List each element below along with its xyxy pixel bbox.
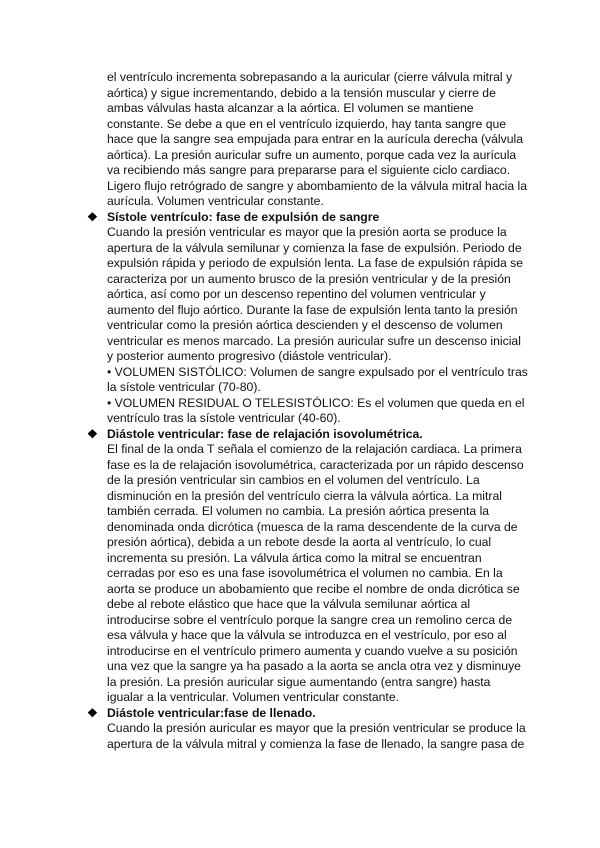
text-line: Ligero flujo retrógrado de sangre y abombamiento de la válvula mitral hacia la [107, 178, 528, 193]
text-line: El final de la onda T señala el comienzo de la relajación cardiaca. La primera [107, 442, 522, 456]
text-line: apertura de la válvula mitral y comienza la fase de llenado, la sangre pasa de [107, 736, 525, 751]
text-line: constante. Se debe a que en el ventrículo izquierdo, hay tanta sangre que [107, 116, 507, 131]
text-line: • VOLUMEN SISTÓLICO: Volumen de sangre expulsado por el ventrículo tras [107, 364, 528, 379]
text-line: • VOLUMEN RESIDUAL O TELESISTÓLICO: Es el volumen que queda en el [107, 395, 525, 410]
text-line: incrementa su presión. La válvula ártica como la mitral se encuentran [107, 550, 482, 565]
diamond-bullet-icon: ❖ [87, 426, 98, 441]
text-line: disminución en la presión del ventrículo cierra la válvula aórtica. La mitral [107, 488, 502, 503]
text-line: ventricular es menos marcado. La presión auricular sufre un descenso inicial [107, 333, 521, 348]
text-line: de la presión ventricular sin cambios en el volumen del ventrículo. La [107, 473, 480, 487]
text-line: apertura de la válvula semilunar y comienza la fase de expulsión. Periodo de [107, 240, 522, 255]
text-line: aórtica). La presión auricular sufre un aumento, porque cada vez la aurícula [107, 147, 517, 162]
text-line: Cuando la presión auricular es mayor que la presión ventricular se produce la [107, 721, 526, 735]
text-line: la sístole ventricular (70-80). [107, 380, 261, 394]
text-line: denominada onda dicrótica (muesca de la rama descendente de la curva de [107, 519, 518, 534]
section-heading-systole [87, 209, 527, 226]
text-line: una vez que la sangre ya ha pasado a la aorta se ancla otra vez y disminuye [107, 659, 521, 673]
text-line: introducirse sobre el ventrículo porque la sangre crea un remolino cerca de [107, 612, 513, 627]
text-line: aórtica, así como por un descenso repentino del volumen ventricular y [107, 287, 486, 301]
diamond-bullet-icon: ❖ [87, 705, 98, 720]
text-line: el ventrículo incrementa sobrepasando a la auricular (cierre válvula mitral y [107, 70, 513, 84]
text-line: la presión. La presión auricular sigue aumentando (entra sangre) hasta [107, 674, 491, 689]
heading-text: Diástole ventricular: fase de relajación isovolumétrica. [107, 426, 423, 441]
text-line: debe al rebote elástico que hace que la válvula semilunar aórtica al [107, 597, 471, 611]
section-heading-filling [87, 705, 527, 722]
text-line: igualar a la ventricular. Volumen ventricular constante. [107, 690, 399, 704]
text-line: caracteriza por un aumento brusco de la presión ventricular y de la presión [107, 271, 511, 286]
text-line: aórtica) y sigue incrementando, debido a la tensión muscular y cierre de [107, 85, 496, 100]
text-line: va recibiendo más sangre para prepararse para el siguiente ciclo cardiaco. [107, 163, 511, 177]
text-line: expulsión rápida y periodo de expulsión lenta. La fase de expulsión rápida se [107, 256, 524, 270]
text-line: aurícula. Volumen ventricular constante. [107, 194, 324, 208]
text-line: y posterior aumento progresivo (diástole ventricular). [107, 349, 392, 363]
text-line: aumento del flujo aórtico. Durante la fase de expulsión lenta tanto la presión [107, 302, 518, 317]
text-line: ventricular como la presión aórtica descienden y el descenso de volumen [107, 318, 503, 332]
text-line: ventrículo tras la sístole ventricular (40-60). [107, 411, 341, 425]
text-line: presión aórtica), debida a un rebote desde la aorta al ventrículo, lo cual [107, 535, 492, 549]
text-line: fase es la de relajación isovolumétrica, caracterizada por un rápido descenso [107, 457, 524, 472]
text-line: Cuando la presión ventricular es mayor que la presión aorta se produce la [107, 225, 507, 239]
text-line: aorta se produce un abobamiento que recibe el nombre de onda dicrótica se [107, 581, 520, 596]
text-line: esa válvula y hace que la válvula se introduzca en el vestrículo, por eso al [107, 628, 507, 642]
heading-text: Diástole ventricular:fase de llenado. [107, 705, 316, 720]
diamond-bullet-icon: ❖ [87, 209, 98, 224]
heading-text: Sístole ventrículo: fase de expulsión de sangre [107, 209, 380, 224]
text-line: ambas válvulas hasta alcanzar a la aórtica. El volumen se mantiene [107, 101, 474, 115]
text-line: cerradas por eso es una fase isovolumétrica el volumen no cambia. En la [107, 566, 503, 580]
text-line: también cerrada. El volumen no cambia. La presión aórtica presenta la [107, 504, 490, 518]
text-line: hace que la sangre sea empujada para entrar en la aurícula derecha (válvula [107, 132, 523, 146]
text-line: introducirse en el ventrículo primero aumenta y cuando vuelve a su posición [107, 643, 518, 658]
section-heading-isovolumetric [87, 426, 527, 443]
